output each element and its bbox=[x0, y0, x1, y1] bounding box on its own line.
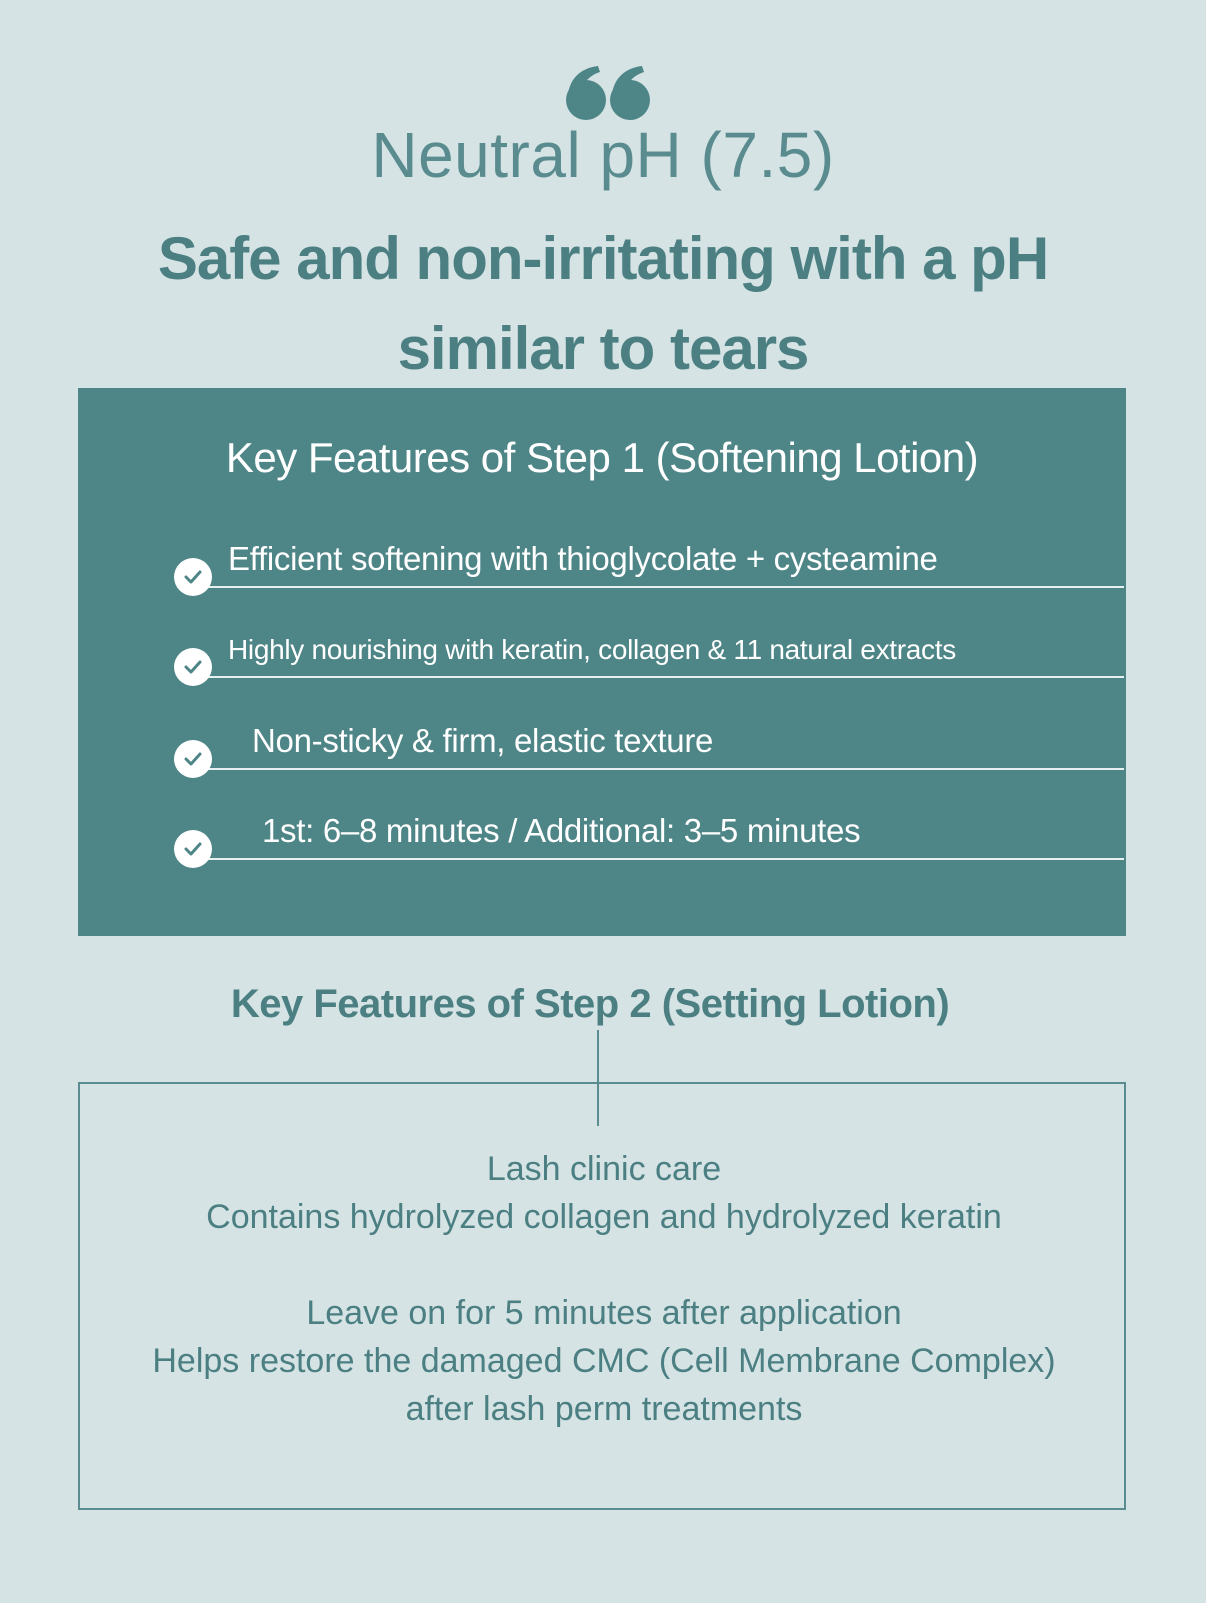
feature-item bbox=[174, 722, 1124, 772]
check-circle-icon bbox=[174, 830, 212, 868]
feature-text: Highly nourishing with keratin, collagen & 11 natural extracts bbox=[228, 634, 956, 665]
check-circle-icon bbox=[174, 558, 212, 596]
step2-line: Helps restore the damaged CMC (Cell Membrane Complex) bbox=[152, 1342, 1056, 1380]
ph-title: Neutral pH (7.5) bbox=[371, 119, 835, 191]
step2-line: Leave on for 5 minutes after application bbox=[306, 1294, 902, 1332]
feature-text: 1st: 6–8 minutes / Additional: 3–5 minutes bbox=[262, 812, 861, 849]
step2-line: Contains hydrolyzed collagen and hydrolyzed keratin bbox=[206, 1198, 1002, 1236]
step2-title: Key Features of Step 2 (Setting Lotion) bbox=[230, 982, 950, 1026]
divider bbox=[204, 858, 1124, 860]
divider bbox=[204, 586, 1124, 588]
headline-line-1: Safe and non-irritating with a pH bbox=[157, 225, 1049, 292]
quote-open-icon bbox=[564, 66, 654, 122]
feature-item bbox=[174, 812, 1124, 862]
headline bbox=[60, 214, 1146, 394]
step2-panel bbox=[78, 1082, 1126, 1510]
step1-title: Key Features of Step 1 (Softening Lotion) bbox=[225, 434, 979, 481]
step2-line: after lash perm treatments bbox=[405, 1390, 803, 1428]
feature-item bbox=[174, 630, 1124, 680]
divider bbox=[204, 768, 1124, 770]
headline-line-2: similar to tears bbox=[397, 315, 809, 382]
feature-text: Efficient softening with thioglycolate + cysteamine bbox=[228, 540, 938, 577]
divider bbox=[204, 676, 1124, 678]
connector-line bbox=[597, 1030, 599, 1126]
feature-item bbox=[174, 540, 1124, 590]
check-circle-icon bbox=[174, 740, 212, 778]
check-circle-icon bbox=[174, 648, 212, 686]
step1-panel bbox=[78, 388, 1126, 936]
feature-text: Non-sticky & firm, elastic texture bbox=[252, 722, 714, 759]
step2-line: Lash clinic care bbox=[486, 1150, 722, 1188]
